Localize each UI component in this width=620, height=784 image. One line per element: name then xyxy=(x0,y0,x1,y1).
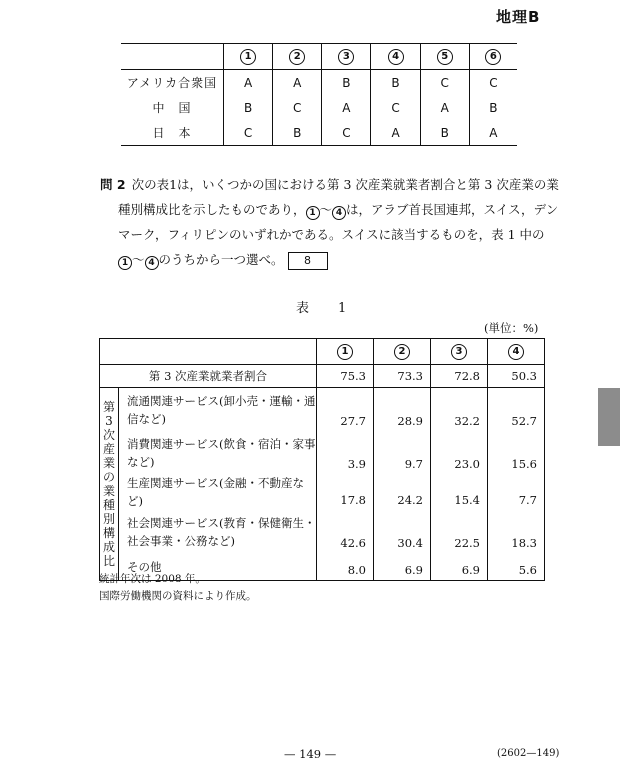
column-number-1: 1 xyxy=(337,344,353,360)
answer-box[interactable]: 8 xyxy=(288,252,328,270)
question-text-line3: マーク，フィリピンのいずれかである。スイスに該当するものを，表 1 中の xyxy=(118,227,545,242)
cell: 17.8 xyxy=(317,474,374,510)
question-text-line2b: は，アラブ首長国連邦，スイス，デン xyxy=(346,202,559,217)
category-label: その他 xyxy=(127,559,162,574)
cell: 52.7 xyxy=(488,388,545,432)
choice-number-3: 3 xyxy=(338,49,354,65)
cell: B xyxy=(273,120,322,146)
choices-row-usa xyxy=(121,70,517,96)
cell: A xyxy=(469,120,517,146)
cell: 72.8 xyxy=(431,365,488,388)
category-label: 流通関連サービス(卸小売・運輸・通信など) xyxy=(127,393,316,426)
cell: 73.3 xyxy=(374,365,431,388)
note-year: 統計年次は 2008 年。 xyxy=(99,573,206,585)
cell: C xyxy=(371,95,420,120)
choices-row-japan xyxy=(121,120,517,146)
question-text-line1: 次の表1は，いくつかの国における第 3 次産業就業者割合と第 3 次産業の業 xyxy=(131,177,559,192)
cell: B xyxy=(469,95,517,120)
cell: 22.5 xyxy=(431,510,488,553)
cell: 8.0 xyxy=(317,553,374,581)
row-label: 日 本 xyxy=(152,126,192,140)
choices-table xyxy=(121,43,517,146)
side-index-tab xyxy=(598,388,620,446)
question-text-line2a: 種別構成比を示したものであり， xyxy=(118,202,306,217)
column-number-4: 4 xyxy=(508,344,524,360)
cell: 6.9 xyxy=(374,553,431,581)
cell: 9.7 xyxy=(374,431,431,474)
cell: A xyxy=(224,70,273,96)
cell: 23.0 xyxy=(431,431,488,474)
category-label: 生産関連サービス(金融・不動産など) xyxy=(127,476,304,508)
cell: A xyxy=(322,95,371,120)
choice-ref-4: 4 xyxy=(145,256,159,270)
table-unit: (単位：%) xyxy=(484,321,539,335)
choice-number-4: 4 xyxy=(388,49,404,65)
cell: C xyxy=(224,120,273,146)
cell: A xyxy=(371,120,420,146)
choice-number-6: 6 xyxy=(485,49,501,65)
cell: 15.6 xyxy=(488,431,545,474)
table-row xyxy=(100,431,545,474)
choice-ref-1: 1 xyxy=(118,256,132,270)
group-label xyxy=(100,388,119,581)
question-2 xyxy=(100,172,570,272)
range-separator: 〜 xyxy=(319,202,333,217)
cell: 18.3 xyxy=(488,510,545,553)
question-text-line4: のうちから一つ選べ。 xyxy=(158,252,284,267)
overall-share-label: 第 3 次産業就業者割合 xyxy=(100,365,317,388)
table-row xyxy=(100,388,545,432)
cell: C xyxy=(322,120,371,146)
category-label: 消費関連サービス(飲食・宿泊・家事など) xyxy=(127,436,316,469)
cell: 15.4 xyxy=(431,474,488,510)
source-notes xyxy=(99,571,257,605)
data-table xyxy=(99,338,545,581)
overall-share-row xyxy=(100,365,545,388)
cell: 27.7 xyxy=(317,388,374,432)
cell: 24.2 xyxy=(374,474,431,510)
question-number: 問 2 xyxy=(100,177,126,192)
cell: 3.9 xyxy=(317,431,374,474)
choice-number-2: 2 xyxy=(289,49,305,65)
cell: 30.4 xyxy=(374,510,431,553)
table-row xyxy=(100,474,545,510)
cell: C xyxy=(273,95,322,120)
exam-code: (2602—149) xyxy=(497,748,560,759)
cell: B xyxy=(420,120,469,146)
cell: C xyxy=(420,70,469,96)
choice-number-1: 1 xyxy=(240,49,256,65)
cell: 42.6 xyxy=(317,510,374,553)
cell: B xyxy=(371,70,420,96)
row-label: アメリカ合衆国 xyxy=(126,76,218,90)
subject-title: 地理B xyxy=(496,8,541,26)
cell: B xyxy=(322,70,371,96)
cell: 75.3 xyxy=(317,365,374,388)
group-label-text: 第 3 次 産 業 の 業 種 別 構 成 比 xyxy=(102,400,115,568)
column-number-2: 2 xyxy=(394,344,410,360)
cell: 50.3 xyxy=(488,365,545,388)
cell: B xyxy=(224,95,273,120)
choices-row-china xyxy=(121,95,517,120)
table-row xyxy=(100,510,545,553)
cell: 28.9 xyxy=(374,388,431,432)
choice-ref-1: 1 xyxy=(306,206,320,220)
row-label: 中 国 xyxy=(152,101,192,115)
cell: 7.7 xyxy=(488,474,545,510)
note-source: 国際労働機関の資料により作成。 xyxy=(99,590,257,602)
cell: C xyxy=(469,70,517,96)
range-separator: 〜 xyxy=(132,252,145,267)
cell: A xyxy=(420,95,469,120)
data-table-header xyxy=(100,339,545,365)
column-number-3: 3 xyxy=(451,344,467,360)
table-title: 表 1 xyxy=(296,301,355,316)
category-label: 社会関連サービス(教育・保健衛生・社会事業・公務など) xyxy=(127,515,316,548)
header-blank xyxy=(100,339,317,365)
choice-ref-4: 4 xyxy=(332,206,346,220)
cell: 5.6 xyxy=(488,553,545,581)
page-number: — 149 — xyxy=(284,747,337,761)
choices-header-blank xyxy=(121,44,224,70)
choice-number-5: 5 xyxy=(437,49,453,65)
cell: 6.9 xyxy=(431,553,488,581)
cell: 32.2 xyxy=(431,388,488,432)
cell: A xyxy=(273,70,322,96)
